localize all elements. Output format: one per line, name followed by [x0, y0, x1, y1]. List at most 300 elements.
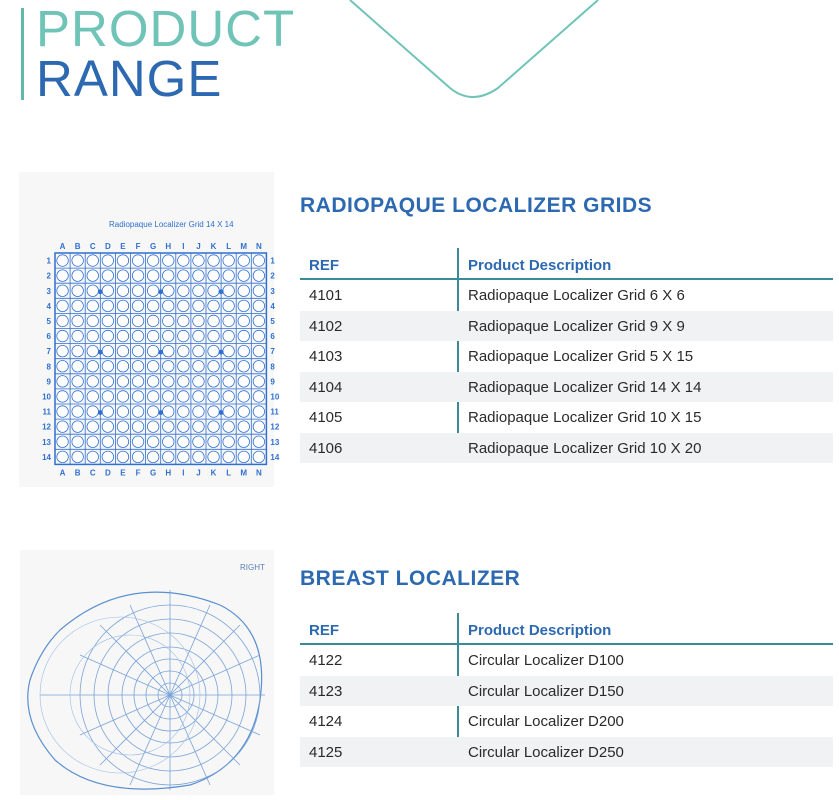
grid-row-label: 11	[270, 407, 279, 417]
grid-hole	[102, 421, 113, 432]
grid-hole	[238, 270, 249, 281]
grid-marker	[158, 289, 163, 294]
grid-hole	[117, 270, 128, 281]
grid-hole	[147, 330, 158, 341]
grid-hole	[72, 270, 83, 281]
grid-hole	[72, 436, 83, 447]
grid-hole	[208, 406, 219, 417]
grid-hole	[57, 285, 68, 296]
grid-hole	[102, 330, 113, 341]
grid-row-label: 5	[270, 316, 275, 326]
grid-hole	[253, 391, 264, 402]
col-desc-header: Product Description	[468, 622, 612, 639]
localizer-grid-figure	[19, 172, 280, 487]
grid-hole	[117, 361, 128, 372]
grid-hole	[163, 345, 174, 356]
grid-hole	[72, 300, 83, 311]
table-row	[300, 402, 833, 433]
grid-column-label: G	[150, 468, 157, 478]
desc-cell: Circular Localizer D150	[468, 682, 624, 700]
grid-hole	[102, 255, 113, 266]
grid-column-label: C	[89, 242, 96, 251]
grid-row-label: 3	[270, 286, 275, 296]
grid-row-label: 10	[270, 392, 280, 402]
desc-cell: Radiopaque Localizer Grid 6 X 6	[468, 287, 685, 304]
grid-hole	[223, 376, 234, 387]
grid-hole	[163, 421, 174, 432]
grid-row-label: 3	[46, 286, 51, 296]
grid-column-label: J	[196, 242, 201, 251]
grid-hole	[102, 315, 113, 326]
grid-hole	[253, 361, 264, 372]
grid-column-label: J	[196, 468, 201, 478]
grid-hole	[223, 270, 234, 281]
grid-hole	[238, 391, 249, 402]
col-ref-header: REF	[309, 257, 339, 274]
grid-hole	[57, 255, 68, 266]
grid-hole	[163, 451, 174, 462]
grid-hole	[72, 406, 83, 417]
grid-hole	[132, 345, 143, 356]
grid-hole	[147, 361, 158, 372]
grid-hole	[223, 300, 234, 311]
grid-hole	[238, 436, 249, 447]
grid-row-label: 2	[270, 271, 275, 281]
grid-row-label: 9	[270, 377, 275, 387]
grid-column-label: K	[210, 468, 217, 478]
grid-hole	[132, 451, 143, 462]
grid-hole	[253, 451, 264, 462]
grid-hole	[208, 255, 219, 266]
grid-column-label: N	[255, 468, 262, 478]
grid-row-label: 2	[46, 271, 51, 281]
grid-row-label: 12	[270, 422, 280, 432]
grid-hole	[57, 436, 68, 447]
ref-cell: 4103	[309, 348, 343, 365]
breast-localizer-image	[20, 550, 274, 795]
grid-row-label: 13	[270, 437, 280, 447]
grid-hole	[117, 451, 128, 462]
grid-hole	[147, 421, 158, 432]
grid-hole	[253, 436, 264, 447]
grid-hole	[57, 300, 68, 311]
grid-hole	[238, 376, 249, 387]
grid-marker	[219, 289, 224, 294]
grid-hole	[117, 330, 128, 341]
localizer-grid-image	[19, 172, 280, 487]
grid-hole	[193, 361, 204, 372]
grid-hole	[57, 345, 68, 356]
grid-hole	[238, 451, 249, 462]
grid-marker	[158, 350, 163, 355]
grid-hole	[57, 361, 68, 372]
decorative-chevron	[340, 0, 610, 105]
grid-hole	[87, 376, 98, 387]
grid-row-label: 8	[46, 362, 51, 372]
grid-hole	[193, 255, 204, 266]
grid-image-caption: Radiopaque Localizer Grid 14 X 14	[109, 220, 234, 229]
grid-hole	[87, 345, 98, 356]
grid-hole	[87, 315, 98, 326]
grid-hole	[117, 315, 128, 326]
grid-column-label: B	[74, 468, 81, 478]
grid-hole	[208, 376, 219, 387]
breast-image-label: RIGHT	[240, 563, 265, 572]
grid-row-label: 4	[270, 301, 275, 311]
page-title-line2: RANGE	[36, 50, 223, 107]
grid-hole	[223, 361, 234, 372]
grid-hole	[147, 300, 158, 311]
table-row	[300, 645, 833, 676]
grid-hole	[102, 436, 113, 447]
grid-hole	[117, 345, 128, 356]
grid-hole	[223, 345, 234, 356]
grid-hole	[193, 436, 204, 447]
section-title-breast: BREAST LOCALIZER	[300, 567, 521, 590]
grid-hole	[238, 345, 249, 356]
grid-hole	[223, 330, 234, 341]
grid-column-label: M	[240, 468, 248, 478]
grid-hole	[178, 255, 189, 266]
grid-hole	[132, 421, 143, 432]
grid-hole	[117, 421, 128, 432]
grid-hole	[208, 300, 219, 311]
grid-column-label: A	[59, 242, 66, 251]
ref-cell: 4101	[309, 287, 343, 304]
grid-column-label: H	[165, 468, 172, 478]
grid-hole	[72, 330, 83, 341]
grid-hole	[87, 285, 98, 296]
grid-hole	[117, 255, 128, 266]
grid-hole	[223, 406, 234, 417]
grid-hole	[253, 255, 264, 266]
desc-cell: Circular Localizer D200	[468, 713, 624, 730]
grid-hole	[102, 391, 113, 402]
grid-hole	[163, 270, 174, 281]
grid-hole	[72, 315, 83, 326]
grid-hole	[87, 451, 98, 462]
grid-hole	[147, 436, 158, 447]
grid-hole	[208, 270, 219, 281]
grid-hole	[178, 436, 189, 447]
breast-table	[300, 613, 833, 767]
grid-marker	[219, 350, 224, 355]
grid-marker	[98, 410, 103, 415]
table-row	[300, 311, 833, 342]
grid-hole	[253, 345, 264, 356]
grid-hole	[87, 255, 98, 266]
grid-hole	[102, 376, 113, 387]
ref-cell: 4125	[309, 743, 343, 761]
grid-hole	[102, 406, 113, 417]
grid-hole	[147, 451, 158, 462]
table-row	[300, 433, 833, 464]
grid-hole	[208, 345, 219, 356]
grid-hole	[193, 285, 204, 296]
grid-hole	[223, 315, 234, 326]
grid-hole	[208, 330, 219, 341]
grid-hole	[178, 391, 189, 402]
grid-hole	[102, 345, 113, 356]
grid-hole	[147, 406, 158, 417]
grid-column-label: D	[104, 468, 111, 478]
grid-hole	[57, 391, 68, 402]
grid-row-label: 9	[46, 377, 51, 387]
grid-hole	[132, 376, 143, 387]
grid-row-label: 14	[270, 452, 280, 462]
ref-cell: 4124	[309, 713, 343, 730]
grid-row-label: 13	[42, 437, 51, 447]
grid-hole	[208, 421, 219, 432]
table-row	[300, 280, 833, 311]
grid-hole	[102, 270, 113, 281]
grid-row-label: 14	[42, 452, 51, 462]
grid-hole	[238, 421, 249, 432]
ref-cell: 4122	[309, 652, 343, 669]
grid-column-label: I	[182, 468, 185, 478]
grid-hole	[72, 285, 83, 296]
grid-hole	[132, 361, 143, 372]
ref-cell: 4102	[309, 317, 343, 335]
grid-hole	[163, 391, 174, 402]
grid-hole	[57, 330, 68, 341]
grid-hole	[178, 270, 189, 281]
grid-hole	[87, 361, 98, 372]
grid-column-label: F	[135, 468, 141, 478]
grid-hole	[178, 285, 189, 296]
grid-hole	[253, 421, 264, 432]
grid-hole	[238, 255, 249, 266]
grid-column-label: N	[255, 242, 262, 251]
grid-column-label: L	[226, 242, 232, 251]
grid-column-label: G	[150, 242, 157, 251]
grid-hole	[208, 391, 219, 402]
grid-hole	[72, 451, 83, 462]
grid-hole	[223, 391, 234, 402]
grid-hole	[238, 406, 249, 417]
table-header	[300, 248, 833, 280]
grid-row-label: 12	[42, 422, 51, 432]
grid-hole	[117, 300, 128, 311]
grid-hole	[238, 285, 249, 296]
grid-hole	[193, 421, 204, 432]
grid-hole	[132, 315, 143, 326]
grid-hole	[132, 255, 143, 266]
grid-column-label: B	[74, 242, 81, 251]
grid-hole	[178, 421, 189, 432]
grid-hole	[193, 451, 204, 462]
grid-hole	[238, 330, 249, 341]
grid-hole	[72, 391, 83, 402]
grid-hole	[57, 421, 68, 432]
grid-hole	[193, 376, 204, 387]
grid-hole	[223, 451, 234, 462]
grid-hole	[132, 270, 143, 281]
grid-row-label: 5	[46, 316, 51, 326]
grid-hole	[147, 315, 158, 326]
grid-hole	[193, 345, 204, 356]
table-header	[300, 613, 833, 645]
grid-hole	[178, 451, 189, 462]
grid-hole	[253, 406, 264, 417]
grid-hole	[178, 300, 189, 311]
grid-hole	[87, 406, 98, 417]
desc-cell: Radiopaque Localizer Grid 5 X 15	[468, 348, 694, 365]
grid-hole	[178, 361, 189, 372]
grid-hole	[178, 406, 189, 417]
grid-hole	[163, 330, 174, 341]
breast-localizer-figure	[20, 550, 274, 795]
grid-hole	[147, 255, 158, 266]
grid-hole	[147, 285, 158, 296]
grid-hole	[147, 345, 158, 356]
table-row	[300, 737, 833, 768]
grid-hole	[223, 436, 234, 447]
grid-hole	[193, 315, 204, 326]
grid-row-label: 6	[270, 332, 275, 342]
table-row	[300, 706, 833, 737]
grid-hole	[253, 300, 264, 311]
grid-hole	[163, 285, 174, 296]
grid-hole	[223, 421, 234, 432]
grid-hole	[72, 255, 83, 266]
grid-column-label: E	[120, 468, 126, 478]
table-row	[300, 676, 833, 707]
grid-hole	[223, 255, 234, 266]
grid-hole	[102, 361, 113, 372]
grid-hole	[163, 436, 174, 447]
grid-hole	[57, 315, 68, 326]
grid-marker	[219, 410, 224, 415]
grid-hole	[163, 361, 174, 372]
grid-hole	[178, 376, 189, 387]
grid-column-label: C	[89, 468, 96, 478]
grid-hole	[193, 330, 204, 341]
grid-marker	[98, 289, 103, 294]
grid-hole	[223, 285, 234, 296]
grid-hole	[57, 406, 68, 417]
grid-hole	[163, 255, 174, 266]
grid-row-label: 11	[42, 407, 51, 417]
header-accent-bar	[21, 8, 24, 100]
grid-marker	[98, 350, 103, 355]
desc-cell: Circular Localizer D250	[468, 743, 624, 761]
desc-cell: Circular Localizer D100	[468, 652, 624, 669]
grid-hole	[193, 300, 204, 311]
grid-hole	[87, 436, 98, 447]
grid-hole	[132, 285, 143, 296]
grid-hole	[163, 315, 174, 326]
grid-hole	[117, 391, 128, 402]
col-desc-header: Product Description	[468, 257, 612, 274]
table-row	[300, 341, 833, 372]
grid-hole	[132, 406, 143, 417]
grid-marker	[158, 410, 163, 415]
grid-hole	[178, 315, 189, 326]
grid-hole	[132, 391, 143, 402]
grid-hole	[238, 300, 249, 311]
grid-hole	[253, 330, 264, 341]
grid-hole	[87, 330, 98, 341]
grid-row-label: 1	[270, 256, 275, 266]
grid-hole	[208, 315, 219, 326]
grid-row-label: 7	[46, 347, 51, 357]
grid-hole	[208, 285, 219, 296]
grid-row-label: 6	[46, 332, 51, 342]
grid-hole	[132, 436, 143, 447]
grid-hole	[57, 451, 68, 462]
grid-hole	[72, 345, 83, 356]
section-title-grids: RADIOPAQUE LOCALIZER GRIDS	[300, 194, 653, 217]
grid-hole	[193, 406, 204, 417]
grid-hole	[87, 421, 98, 432]
desc-cell: Radiopaque Localizer Grid 9 X 9	[468, 317, 685, 335]
grid-hole	[102, 451, 113, 462]
grid-hole	[163, 300, 174, 311]
grid-row-label: 8	[270, 362, 275, 372]
grid-hole	[117, 406, 128, 417]
grid-column-label: E	[120, 242, 126, 251]
desc-cell: Radiopaque Localizer Grid 10 X 15	[468, 409, 702, 426]
grid-column-label: L	[226, 468, 232, 478]
grid-hole	[117, 436, 128, 447]
grid-hole	[102, 285, 113, 296]
grid-hole	[253, 315, 264, 326]
grid-hole	[253, 270, 264, 281]
desc-cell: Radiopaque Localizer Grid 10 X 20	[468, 439, 702, 457]
grid-hole	[178, 345, 189, 356]
grid-column-label: F	[135, 242, 141, 251]
grid-column-label: I	[182, 242, 185, 251]
grid-hole	[208, 436, 219, 447]
grid-hole	[163, 376, 174, 387]
grid-row-label: 10	[42, 392, 51, 402]
grid-hole	[87, 270, 98, 281]
grid-column-label: A	[59, 468, 66, 478]
grid-hole	[117, 376, 128, 387]
grid-hole	[193, 270, 204, 281]
grid-hole	[147, 376, 158, 387]
grid-hole	[117, 285, 128, 296]
col-ref-header: REF	[309, 622, 339, 639]
grid-hole	[72, 376, 83, 387]
ref-cell: 4106	[309, 439, 343, 457]
grid-hole	[132, 330, 143, 341]
grid-row-label: 4	[46, 301, 51, 311]
grid-column-label: H	[165, 242, 172, 251]
desc-cell: Radiopaque Localizer Grid 14 X 14	[468, 378, 702, 396]
ref-cell: 4105	[309, 409, 343, 426]
ref-cell: 4123	[309, 682, 343, 700]
grid-hole	[102, 300, 113, 311]
grid-hole	[147, 270, 158, 281]
grid-hole	[57, 270, 68, 281]
grid-hole	[163, 406, 174, 417]
grid-hole	[72, 361, 83, 372]
grid-hole	[178, 330, 189, 341]
grid-hole	[253, 285, 264, 296]
grid-hole	[57, 376, 68, 387]
grid-column-label: D	[104, 242, 111, 251]
grid-hole	[87, 391, 98, 402]
grid-row-label: 7	[270, 347, 275, 357]
grid-hole	[193, 391, 204, 402]
grid-column-label: K	[210, 242, 217, 251]
grid-hole	[208, 361, 219, 372]
grid-hole	[72, 421, 83, 432]
grid-row-label: 1	[46, 256, 51, 266]
grid-hole	[253, 376, 264, 387]
